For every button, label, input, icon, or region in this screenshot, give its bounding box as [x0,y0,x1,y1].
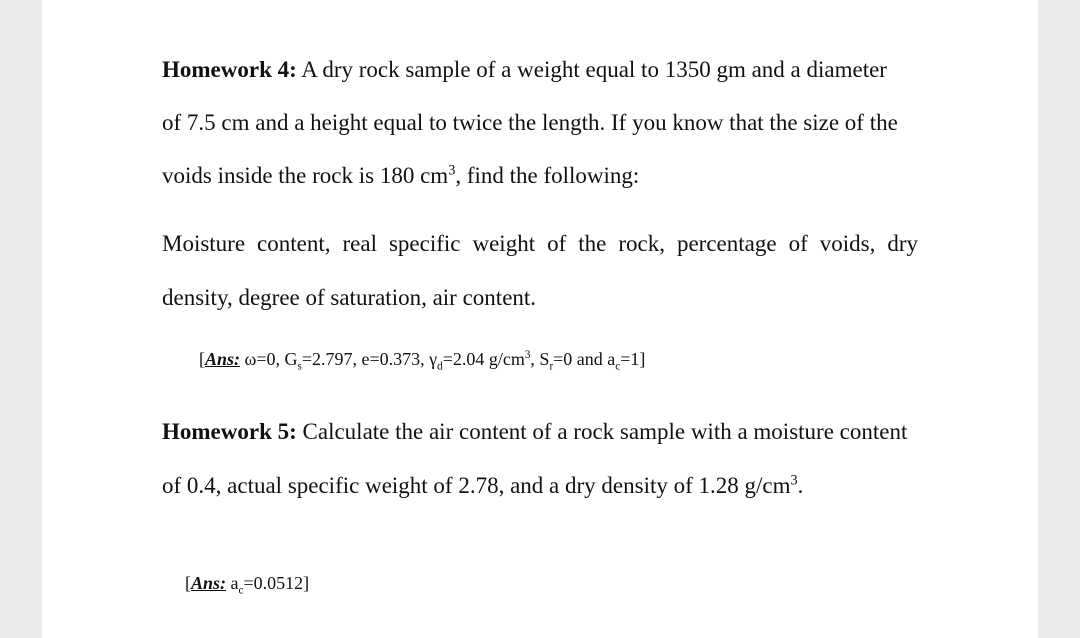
hw5-answer: [Ans: $a_c=0.0512$] [185,573,310,597]
hw4-answer: [Ans: ω=0, $G_s=2.797$, e=0.373, $\gamma_d=2.04$ $g/cm^3$, $S_r=0$ and $a_c=1$] [199,349,646,373]
hw4-answer-label: Ans: [205,349,241,369]
hw5-answer-label: Ans: [191,573,227,593]
hw4-para2-line-2: density, degree of saturation, air content. [162,285,537,310]
hw4-line-3: voids inside the rock is 180 $cm^3$, find the following: [162,162,640,188]
hw4-heading: Homework 4: [162,57,297,82]
hw4-para2-line-1: Moisture content, real specific weight of the rock, percentage of voids, dry [162,231,918,256]
document-page [42,0,1038,638]
hw4-line-1: Homework 4: A dry rock sample of a weight equal to 1350 gm and a diameter [162,57,887,82]
hw5-line-1: Homework 5: Calculate the air content of a rock sample with a moisture content [162,419,908,444]
hw5-heading: Homework 5: [162,419,297,444]
hw5-line-2: of 0.4, actual specific weight of 2.78, and a dry density of 1.28 $g/cm^3$. [162,472,804,498]
hw4-line-2: of 7.5 cm and a height equal to twice the length. If you know that the size of the [162,110,898,135]
